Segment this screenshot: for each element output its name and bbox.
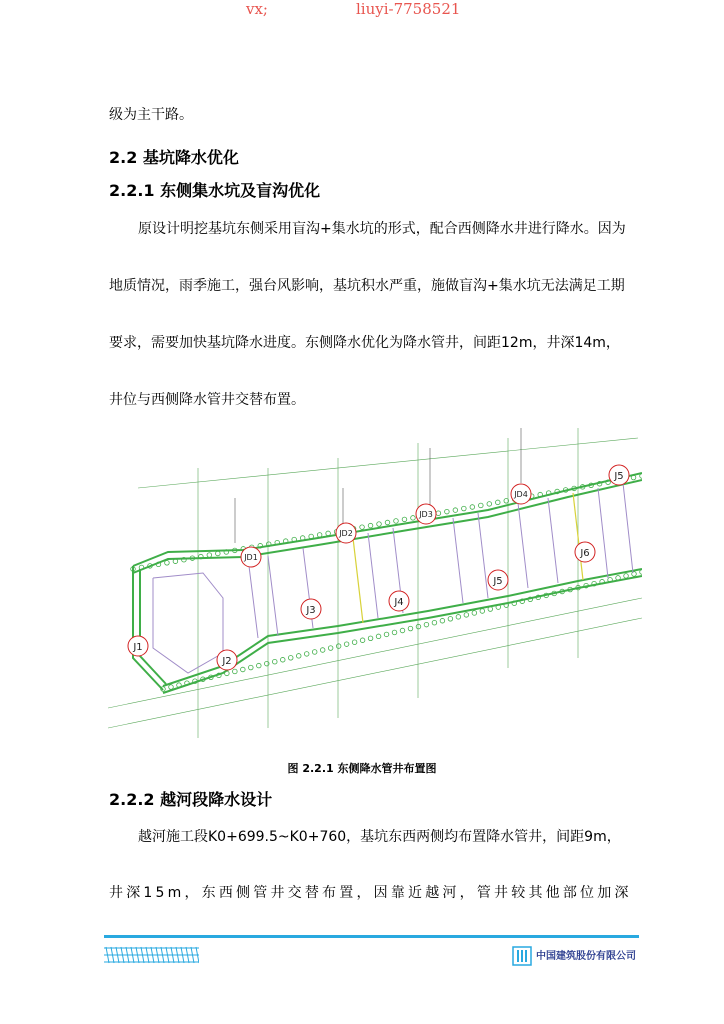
edge-well-dot [312,650,317,655]
well-marker-J6 [575,542,595,562]
edge-well-dot [448,617,453,622]
edge-well-dot [241,667,246,672]
edge-well-dot [225,671,230,676]
edge-well-dot [402,517,407,522]
edge-well-dot [309,534,314,539]
svg-text:J1: J1 [133,642,143,653]
edge-well-dot [352,640,357,645]
edge-well-dot [385,520,390,525]
edge-well-dot [304,652,309,657]
edge-well-dot [470,505,475,510]
watermark-left: vx; [246,0,268,18]
svg-text:J6: J6 [580,548,590,559]
para2-line1: 越河施工段K0+699.5~K0+760，基坑东西两侧均布置降水管井，间距9m， [138,829,621,845]
edge-well-dot [624,574,629,579]
watermark-right: liuyi-7758521 [356,0,461,18]
section-heading: 2.2 基坑降水优化 [109,148,239,167]
para1-line4: 井位与西侧降水管井交替布置。 [109,392,305,408]
edge-well-dot [640,474,642,479]
edge-well-dot [249,665,254,670]
svg-text:JD2: JD2 [339,529,353,538]
dewatering-well-layout-drawing [108,428,642,738]
subsection-heading-1: 2.2.1 东侧集水坑及盲沟优化 [109,181,321,200]
svg-text:J3: J3 [306,605,316,616]
svg-text:JD3: JD3 [419,510,433,519]
edge-well-dot [320,648,325,653]
svg-text:JD1: JD1 [244,553,258,562]
edge-well-dot [495,500,500,505]
edge-well-dot [165,561,170,566]
edge-well-dot [216,551,221,556]
edge-well-dot [394,519,399,524]
edge-well-dot [296,654,301,659]
edge-well-dot [368,523,373,528]
edge-well-dot [456,615,461,620]
edge-well-dot [326,531,331,536]
footer-rule [104,935,639,938]
well-marker-J5 [488,570,508,590]
edge-well-dot [384,632,389,637]
edge-well-dot [445,509,450,514]
svg-text:J5: J5 [493,576,503,587]
edge-well-dot [464,613,469,618]
company-logo [512,945,640,967]
para1-line3: 要求，需要加快基坑降水进度。东侧降水优化为降水管井，间距12m，井深14m， [109,335,620,351]
svg-text:J2: J2 [222,656,232,667]
edge-well-dot [360,638,365,643]
subsection-heading-2: 2.2.2 越河段降水设计 [109,790,273,809]
edge-well-dot [360,525,365,530]
svg-text:J4: J4 [394,597,404,608]
well-marker-JD1 [241,547,261,567]
well-marker-J3 [301,599,321,619]
edge-well-dot [416,624,421,629]
edge-well-dot [640,570,642,575]
well-marker-JD3 [416,504,436,524]
edge-well-dot [344,642,349,647]
company-name: 中国建筑股份有限公司 [536,951,636,962]
edge-well-dot [377,522,382,527]
paragraph-top: 级为主干路。 [109,107,193,123]
edge-well-dot [336,644,341,649]
edge-well-dot [400,628,405,633]
para1-line1: 原设计明挖基坑东侧采用盲沟+集水坑的形式，配合西侧降水井进行降水。因为 [138,221,626,237]
edge-well-dot [207,553,212,558]
edge-well-dot [472,611,477,616]
edge-well-dot [462,506,467,511]
edge-well-dot [453,508,458,513]
edge-well-dot [424,622,429,627]
edge-well-dot [328,646,333,651]
edge-well-dot [436,511,441,516]
well-marker-J1 [128,636,148,656]
para1-line2: 地质情况，雨季施工，强台风影响，基坑积水严重，施做盲沟+集水坑无法满足工期 [109,278,625,294]
edge-well-dot [480,609,485,614]
para2-line2: 井深15m，东西侧管井交替布置，因靠近越河，管井较其他部位加深 [109,885,632,901]
edge-well-dot [264,661,269,666]
edge-well-dot [272,659,277,664]
edge-well-dot [408,626,413,631]
edge-well-dot [440,618,445,623]
edge-well-dot [487,502,492,507]
edge-well-dot [368,636,373,641]
edge-well-dot [616,576,621,581]
well-marker-J2 [217,650,237,670]
footer-hatch-pattern [104,945,199,965]
edge-well-dot [479,503,484,508]
edge-well-dot [288,656,293,661]
well-marker-JD2 [336,523,356,543]
edge-well-dot [432,620,437,625]
well-marker-J5-top [609,465,629,485]
edge-well-dot [392,630,397,635]
edge-well-dot [411,516,416,521]
edge-well-dot [257,663,262,668]
edge-well-dot [376,634,381,639]
edge-well-dot [632,572,637,577]
svg-text:JD4: JD4 [514,490,528,499]
edge-well-dot [488,607,493,612]
company-logo-icon [512,946,532,966]
figure-caption: 图 2.2.1 东侧降水管井布置图 [287,762,437,775]
edge-well-dot [280,657,285,662]
well-marker-J4 [389,591,409,611]
edge-well-dot [169,685,174,690]
svg-text:J5: J5 [614,471,624,482]
well-marker-JD4 [511,484,531,504]
edge-well-dot [233,669,238,674]
edge-well-dot [317,533,322,538]
